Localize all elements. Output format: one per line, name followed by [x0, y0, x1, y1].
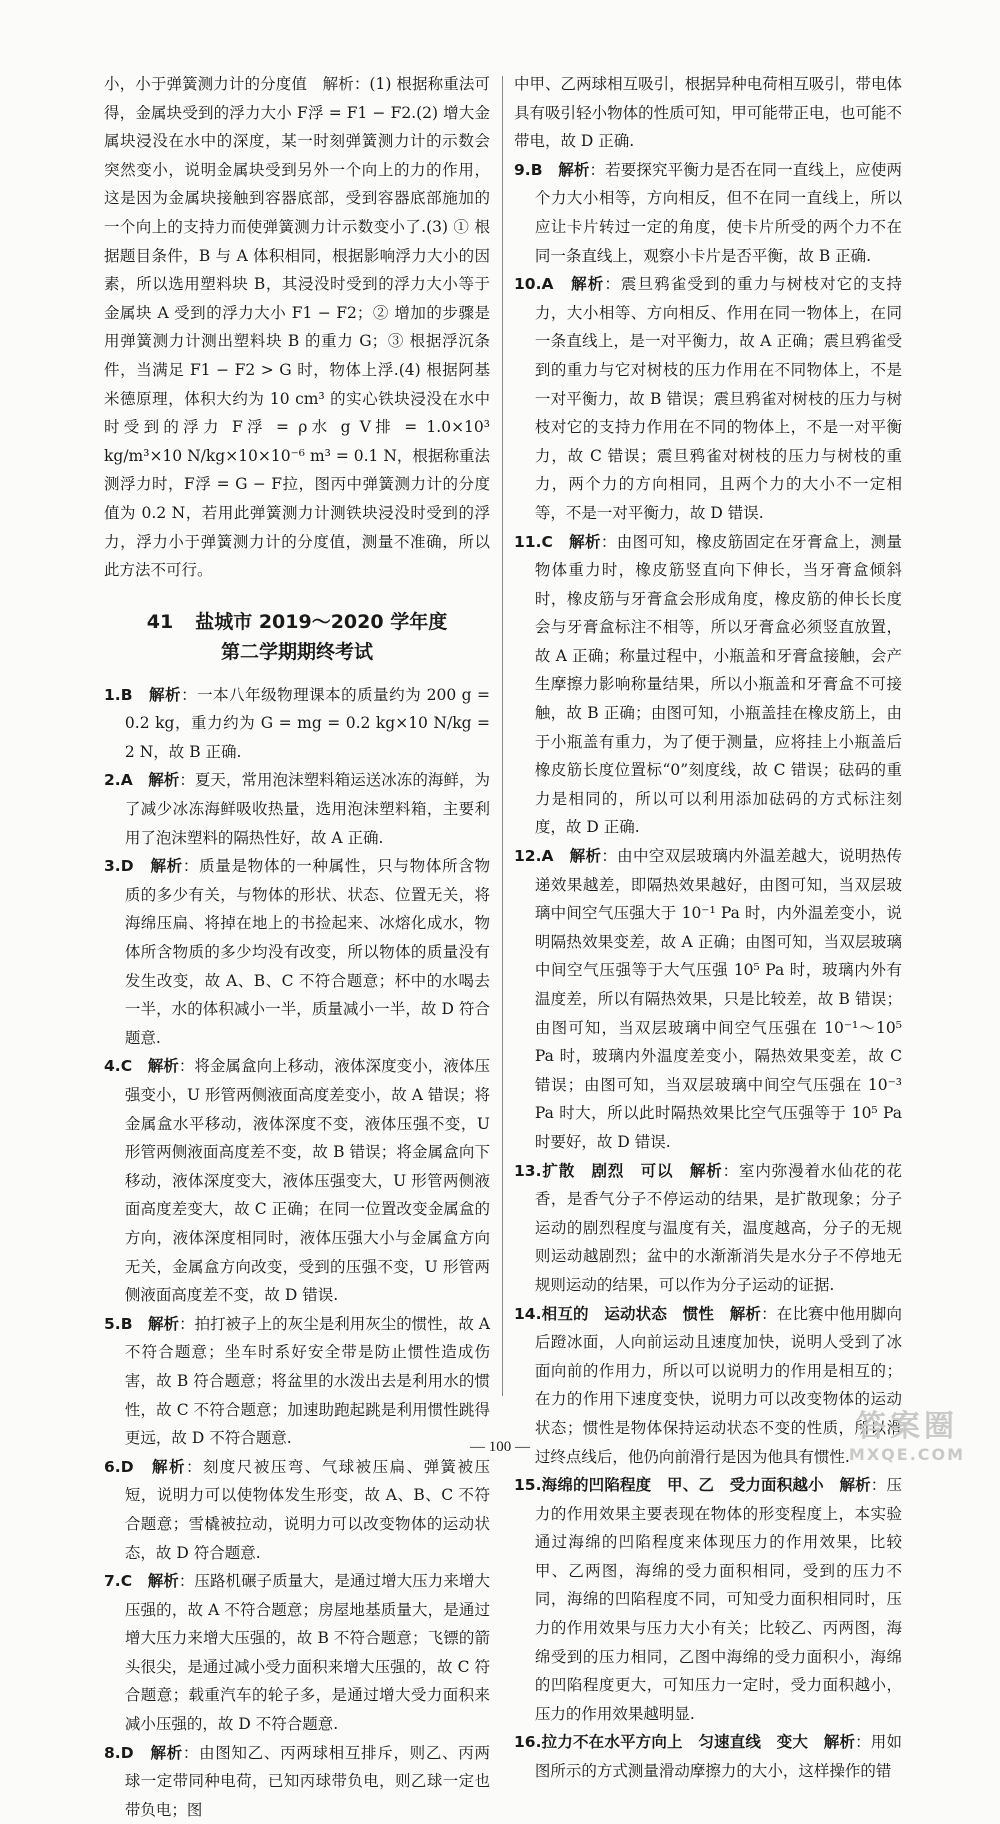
section-number: 41: [146, 610, 174, 633]
item-text: ：用如图所示的方式测量滑动摩擦力的大小，这样操作的错: [534, 1733, 902, 1781]
item-answer: B: [530, 160, 543, 179]
item-text: ：在比赛中他用脚向后蹬冰面，人向前运动且速度加快，说明人受到了冰面向前的作用力，所以可以说明力的作用是相互的；在力的作用下速度变快，说明力可以改变物体的运动状态；惯性是物体保持运动状态不变的性质，所以滑过终点线后，他仍向前滑行是因为他具有惯性.: [534, 1304, 902, 1466]
item-answer: C: [541, 532, 553, 551]
item-label: 解析: [558, 160, 590, 179]
item-label: 解析: [148, 1314, 180, 1333]
right-intro-paragraph: 中甲、乙两球相互吸引，根据异种电荷相互吸引，带电体具有吸引轻小物体的性质可知，甲可能带正电，也可能不带电，故 D 正确.: [514, 75, 902, 151]
item-number: 12.: [514, 847, 542, 866]
item-number: 13.: [514, 1161, 542, 1180]
answer-item-1: [104, 681, 490, 767]
answer-item-5: [104, 1310, 490, 1453]
answer-item-16: [514, 1728, 902, 1785]
column-divider: [502, 76, 503, 1396]
item-number: 15.: [514, 1476, 542, 1495]
page-number: — 100 —: [470, 1439, 530, 1455]
item-answer: 拉力不在水平方向上 匀速直线 变大: [541, 1733, 809, 1752]
item-number: 10.: [514, 275, 542, 294]
answer-item-7: [104, 1567, 490, 1739]
answer-item-11: [514, 528, 902, 843]
item-text: ：一本八年级物理课本的质量约为 200 g = 0.2 kg，重力约为 G = mg = 0.2 kg×10 N/kg = 2 N，故 B 正确.: [124, 685, 490, 761]
item-label: 解析: [569, 532, 601, 551]
left-answer-list: [104, 681, 490, 1824]
item-label: 解析: [839, 1476, 871, 1495]
item-answer: 海绵的凹陷程度 甲、乙 受力面积越小: [541, 1476, 824, 1495]
item-text: ：拍打被子上的灰尘是利用灰尘的惯性，故 A 不符合题意；坐车时系好安全带是防止惯性造成伤害，故 B 符合题意；将盆里的水泼出去是利用水的惯性，故 C 不符合题意；加速助跑起跳是利用惯性跳得更远，故 D 不符合题意.: [124, 1314, 490, 1448]
item-answer: C: [120, 1057, 133, 1076]
answer-item-9: [514, 156, 902, 270]
item-label: 解析: [571, 275, 605, 294]
item-text: ：若要探究平衡力是否在同一直线上，应使两个力大小相等，方向相反，但不在同一直线上，所以应让卡片转过一定的角度，使卡片所受的两个力不在同一条直线上，观察小卡片是否平衡，故 B 正确.: [534, 160, 902, 265]
item-number: 3.: [104, 857, 121, 876]
section-heading: [104, 607, 490, 667]
item-label: 解析: [149, 685, 182, 704]
section-heading-line1: [104, 607, 490, 637]
item-label: 解析: [150, 857, 183, 876]
watermark-url: MXQE.COM: [848, 1445, 966, 1464]
item-number: 14.: [514, 1304, 542, 1323]
item-answer: A: [541, 847, 554, 866]
answer-item-8: [104, 1739, 490, 1824]
answer-item-13: [514, 1157, 902, 1300]
item-text: ：夏天，常用泡沫塑料箱运送冰冻的海鲜，为了减少冰冻海鲜吸收热量，选用泡沫塑料箱，主要利用了泡沫塑料的隔热性好，故 A 正确.: [124, 771, 490, 847]
answer-item-6: [104, 1453, 490, 1567]
item-answer: D: [120, 1743, 134, 1762]
item-text: ：压力的作用效果主要表现在物体的形变程度上，本实验通过海绵的凹陷程度来体现压力的作用效果，比较甲、乙两图，海绵的受力面积相同，受到的压力不同，海绵的凹陷程度不同，可知受力面积相同时，压力的作用效果与压力大小有关；比较乙、丙两图，海绵受到的压力相同，乙图中海绵的受力面积小，海绵的凹陷程度更大，可知压力一定时，受力面积越小，压力的作用效果越明显.: [534, 1476, 902, 1723]
item-label: 解析: [148, 771, 180, 790]
item-answer: D: [120, 1457, 134, 1476]
item-answer: B: [120, 685, 133, 704]
item-label: 解析: [152, 1457, 186, 1476]
item-text: ：由中空双层玻璃内外温差越大，说明热传递效果越差，即隔热效果越好，由图可知，当双层玻璃中间空气压强大于 10⁻¹ Pa 时，内外温差变小，说明隔热效果变差，故 A 正确；由图可知，当双层玻璃中间空气压强等于大气压强 10⁵ Pa 时，玻璃内外有温度差，所以有隔热效果，只是比较差，故 B 错误；由图可知，当双层玻璃中间空气压强在 10⁻¹～10⁵ Pa 时，玻璃内外温度差变小，隔热效果变差，故 C 错误；由图可知，当双层玻璃中间空气压强在 10⁻³ Pa 时大，所以此时隔热效果比空气压强等于 10⁵ Pa 时要好，故 D 错误.: [534, 847, 902, 1151]
item-text: ：压路机碾子质量大，是通过增大压力来增大压强的，故 A 不符合题意；房屋地基质量大，是通过增大压力来增大压强的，故 B 不符合题意；飞镖的箭头很尖，是通过减小受力面积来增大压强的，故 C 符合题意；载重汽车的轮子多，是通过增大受力面积来减小压强的，故 D 不符合题意.: [124, 1572, 490, 1734]
site-watermark: [832, 1409, 982, 1471]
item-text: ：由图知乙、丙两球相互排斥，则乙、丙两球一定带同种电荷，已知丙球带负电，则乙球一定也带负电；图: [124, 1743, 490, 1819]
item-number: 4.: [104, 1057, 121, 1076]
section-title-line1: 盐城市 2019～2020 学年度: [195, 610, 448, 633]
answer-item-10: [514, 270, 902, 527]
item-label: 解析: [729, 1304, 762, 1323]
answer-item-4: [104, 1052, 490, 1309]
item-text: ：刻度尺被压弯、气球被压扁、弹簧被压短，说明力可以使物体发生形变，故 A、B、C 不符合题意；雪橇被拉动，说明力可以改变物体的运动状态，故 D 符合题意.: [124, 1457, 490, 1562]
item-number: 11.: [514, 532, 542, 551]
item-answer: D: [120, 857, 134, 876]
item-answer: 相互的 运动状态 惯性: [541, 1304, 715, 1323]
item-answer: A: [120, 771, 133, 790]
left-column: [104, 70, 490, 1824]
item-number: 6.: [104, 1457, 121, 1476]
item-label: 解析: [150, 1743, 183, 1762]
answer-item-15: [514, 1471, 902, 1728]
item-number: 8.: [104, 1743, 121, 1762]
item-number: 1.: [104, 685, 121, 704]
item-number: 16.: [514, 1733, 542, 1752]
answer-item-3: [104, 852, 490, 1052]
answer-item-12: [514, 842, 902, 1157]
item-text: ：震旦鸦雀受到的重力与树枝对它的支持力，大小相等、方向相反、作用在同一物体上，在同一条直线上，是一对平衡力，故 A 正确；震旦鸦雀受到的重力与它对树枝的压力作用在不同物体上，不是一对平衡力，故 B 错误；震旦鸦雀对树枝的压力与树枝对它的支持力作用在不同的物体上，不是一对平衡力，故 C 错误；震旦鸦雀对树枝的压力与树枝的重力，两个力的方向相同，且两个力的大小不一定相等，不是一对平衡力，故 D 错误.: [534, 275, 902, 522]
item-number: 9.: [514, 160, 531, 179]
item-text: ：室内弥漫着水仙花的花香，是香气分子不停运动的结果，是扩散现象；分子运动的剧烈程度与温度有关，温度越高，分子的无规则运动越剧烈；盆中的水渐渐消失是水分子不停地无规则运动的结果，可以作为分子运动的证据.: [534, 1161, 902, 1294]
item-label: 解析: [689, 1161, 723, 1180]
item-answer: 扩散 剧烈 可以: [541, 1161, 674, 1180]
item-number: 2.: [104, 771, 121, 790]
watermark-logo-text: 答案圈: [856, 1409, 958, 1444]
item-answer: A: [541, 275, 554, 294]
item-label: 解析: [569, 847, 602, 866]
item-answer: C: [120, 1572, 133, 1591]
answer-item-2: [104, 766, 490, 852]
section-title-line2: 第二学期期终考试: [220, 640, 373, 663]
item-text: ：将金属盒向上移动，液体深度变小，液体压强变小，U 形管两侧液面高度差变小，故 A 错误；将金属盒水平移动，液体深度不变，液体压强不变，U 形管两侧液面高度差不变，故 B 错误；将金属盒向下移动，液体深度变大，液体压强变大，U 形管两侧液面高度差变大，故 C 正确；在同一位置改变金属盒的方向，液体深度相同时，液体压强大小与金属盒方向无关，金属盒方向改变，受到的压强不变，U 形管两侧液面高度差不变，故 D 错误.: [124, 1057, 490, 1305]
left-intro-paragraph: 小，小于弹簧测力计的分度值 解析：(1) 根据称重法可得，金属块受到的浮力大小 F浮 = F1 − F2.(2) 增大金属块浸没在水中的深度，某一时刻弹簧测力计的示数会突然变小，说明金属块受到另外一个向上的力的作用，这是因为金属块接触到容器底部，受到容器底部施加的一个向上的支持力而使弹簧测力计示数变小了.(3) ① 根据题目条件，B 与 A 体积相同，根据影响浮力大小的因素，所以选用塑料块 B，其浸没时受到的浮力大小等于金属块 A 受到的浮力大小 F1 − F2；② 增加的步骤是用弹簧测力计测出塑料块 B 的重力 G；③ 根据浮沉条件，当满足 F1 − F2 > G 时，物体上浮.(4) 根据阿基米德原理，体积大约为 10 cm³ 的实心铁块浸没在水中时受到的浮力 F浮 = ρ水 g V排 = 1.0×10³ kg/m³×10 N/kg×10×10⁻⁶ m³ = 0.1 N，根据称重法测浮力时，F浮 = G − F拉，图丙中弹簧测力计的分度值为 0.2 N，若用此弹簧测力计测铁块浸没时受到的浮力，浮力小于弹簧测力计的分度值，测量不准确，所以此方法不可行。: [104, 75, 490, 580]
item-number: 5.: [104, 1314, 121, 1333]
item-text: ：质量是物体的一种属性，只与物体所含物质的多少有关，与物体的形状、状态、位置无关，将海绵压扁、将掉在地上的书捡起来、冰熔化成水，物体所含物质的多少均没有改变，所以物体的质量没有发生改变，故 A、B、C 不符合题意；杯中的水喝去一半，水的体积减小一半，质量减小一半，故 D 符合题意.: [124, 857, 490, 1047]
right-column: [514, 70, 902, 1786]
item-text: ：由图可知，橡皮筋固定在牙膏盒上，测量物体重力时，橡皮筋竖直向下伸长，当牙膏盒倾斜时，橡皮筋与牙膏盒会形成角度，橡皮筋的伸长长度会与牙膏盒标注不相等，所以牙膏盒必须竖直放置，故 A 正确；称量过程中，小瓶盖和牙膏盒接触，会产生摩擦力影响称量结果，所以小瓶盖和牙膏盒不可接触，故 B 正确；由图可知，小瓶盖挂在橡皮筋上，由于小瓶盖有重力，为了便于测量，应将挂上小瓶盖后橡皮筋长度位置标“0”刻度线，故 C 错误；砝码的重力是相同的，所以可以利用添加砝码的方式标注刻度，故 D 正确.: [534, 532, 902, 837]
right-answer-list: [514, 156, 902, 1786]
item-label: 解析: [147, 1057, 179, 1076]
item-label: 解析: [147, 1572, 179, 1591]
item-label: 解析: [823, 1733, 856, 1752]
item-number: 7.: [104, 1572, 121, 1591]
item-answer: B: [120, 1314, 133, 1333]
